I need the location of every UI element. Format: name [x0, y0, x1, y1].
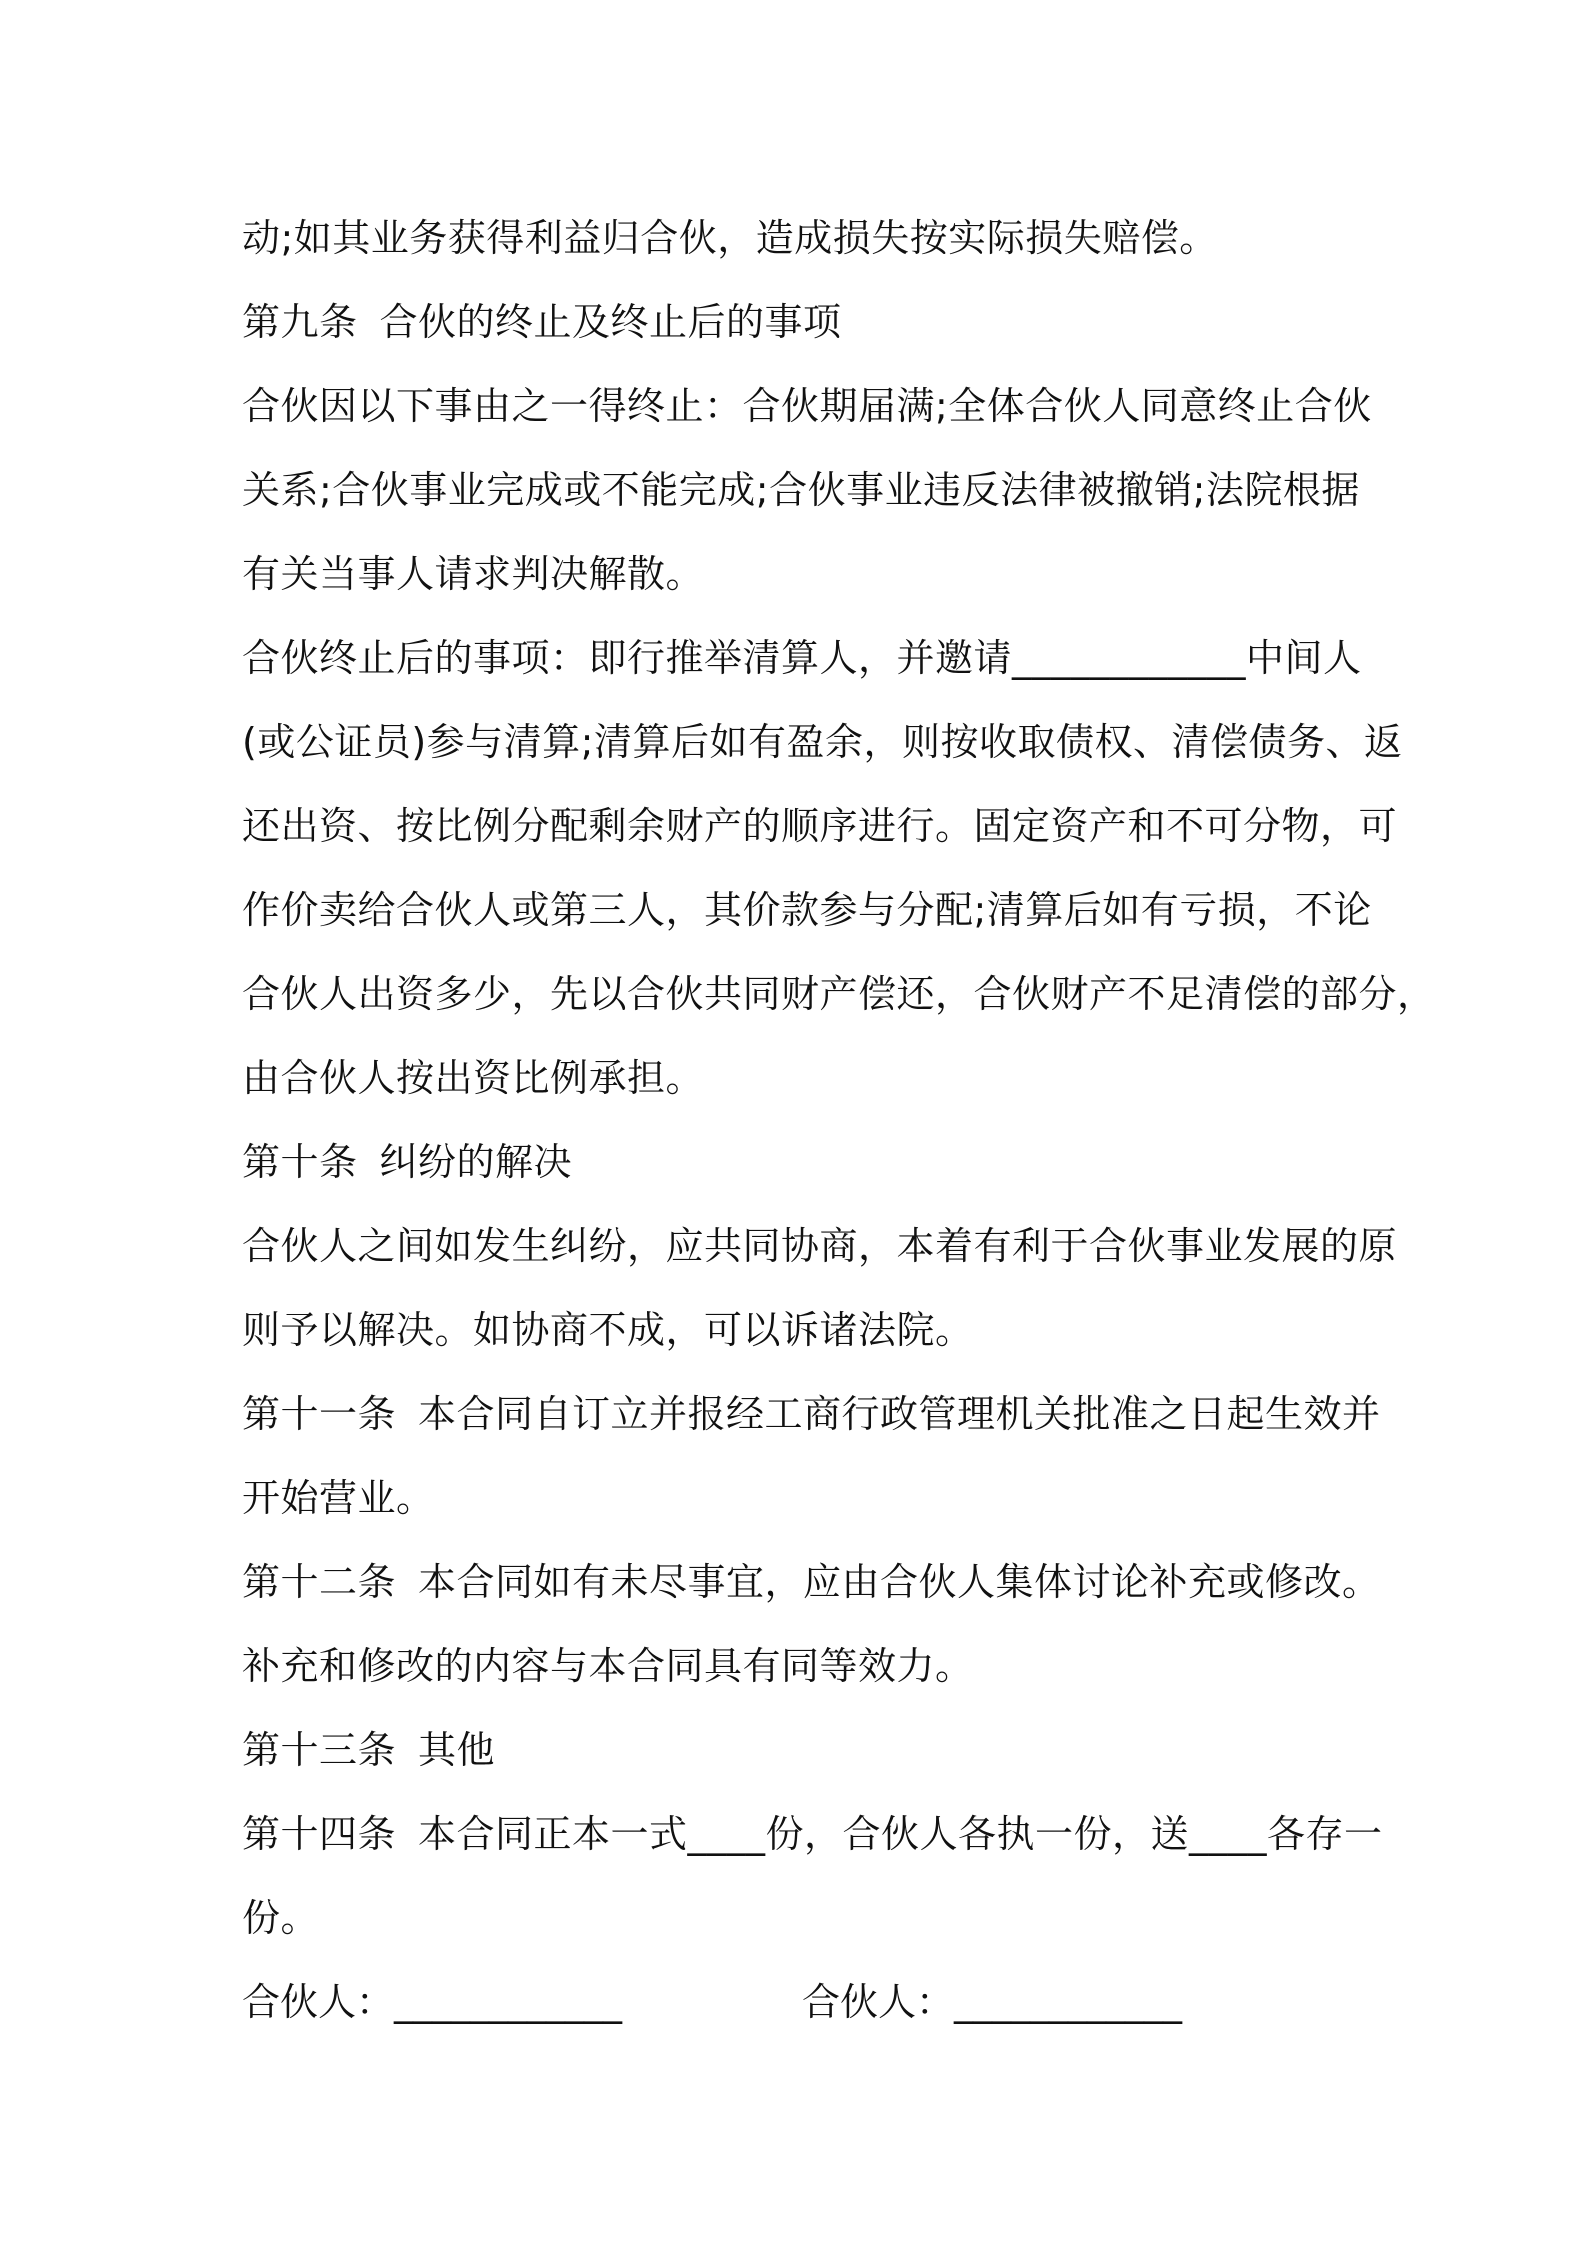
- text-line: 由合伙人按出资比例承担。: [242, 1056, 705, 1100]
- article-13-text: 其他: [418, 1728, 496, 1772]
- text-line: 动;如其业务获得利益归合伙，造成损失按实际损失赔偿。: [242, 216, 1218, 260]
- article-11-line: [242, 1372, 1381, 1456]
- signature-row: [242, 1960, 1362, 2044]
- text-line: 合伙人出资多少，先以合伙共同财产偿还，合伙财产不足清偿的部分，: [242, 972, 1436, 1016]
- article-14-text: 本合同正本一式____份，合伙人各执一份，送____各存一: [418, 1812, 1383, 1856]
- article-13-line: [242, 1708, 1362, 1792]
- article-9-number: 第九条: [242, 300, 358, 344]
- text-line: 有关当事人请求判决解散。: [242, 552, 705, 596]
- text-line: 还出资、按比例分配剩余财产的顺序进行。固定资产和不可分物，可: [242, 804, 1398, 848]
- article-13-number: 第十三条: [242, 1728, 397, 1772]
- partner-signature-1: 合伙人：____________: [242, 1980, 623, 2024]
- article-9-heading: [242, 280, 1362, 364]
- article-12-number: 第十二条: [242, 1560, 397, 1604]
- article-14-number: 第十四条: [242, 1812, 397, 1856]
- text-line: 合伙人之间如发生纠纷，应共同协商，本着有利于合伙事业发展的原: [242, 1224, 1398, 1268]
- text-line: 作价卖给合伙人或第三人，其价款参与分配;清算后如有亏损，不论: [242, 888, 1372, 932]
- contract-page: [242, 196, 1436, 2044]
- article-11-text: 本合同自订立并报经工商行政管理机关批准之日起生效并: [418, 1392, 1381, 1436]
- text-line: 开始营业。: [242, 1476, 435, 1520]
- text-line: 合伙终止后的事项：即行推举清算人，并邀请____________中间人: [242, 636, 1362, 680]
- text-line: 份。: [242, 1896, 320, 1940]
- article-9-title: 合伙的终止及终止后的事项: [379, 300, 842, 344]
- article-10-heading: [242, 1120, 1362, 1204]
- partner-signature-2: 合伙人：____________: [802, 1980, 1183, 2024]
- article-10-title: 纠纷的解决: [379, 1140, 573, 1184]
- text-line: 则予以解决。如协商不成，可以诉诸法院。: [242, 1308, 974, 1352]
- text-line: 合伙因以下事由之一得终止：合伙期届满;全体合伙人同意终止合伙: [242, 384, 1372, 428]
- text-line: 关系;合伙事业完成或不能完成;合伙事业违反法律被撤销;法院根据: [242, 468, 1360, 512]
- article-11-number: 第十一条: [242, 1392, 397, 1436]
- article-12-line: [242, 1540, 1381, 1624]
- article-12-text: 本合同如有未尽事宜，应由合伙人集体讨论补充或修改。: [418, 1560, 1381, 1604]
- text-line: (或公证员)参与清算;清算后如有盈余，则按收取债权、清偿债务、返: [242, 720, 1403, 764]
- article-10-number: 第十条: [242, 1140, 358, 1184]
- text-line: 补充和修改的内容与本合同具有同等效力。: [242, 1644, 974, 1688]
- article-14-line: [242, 1792, 1383, 1876]
